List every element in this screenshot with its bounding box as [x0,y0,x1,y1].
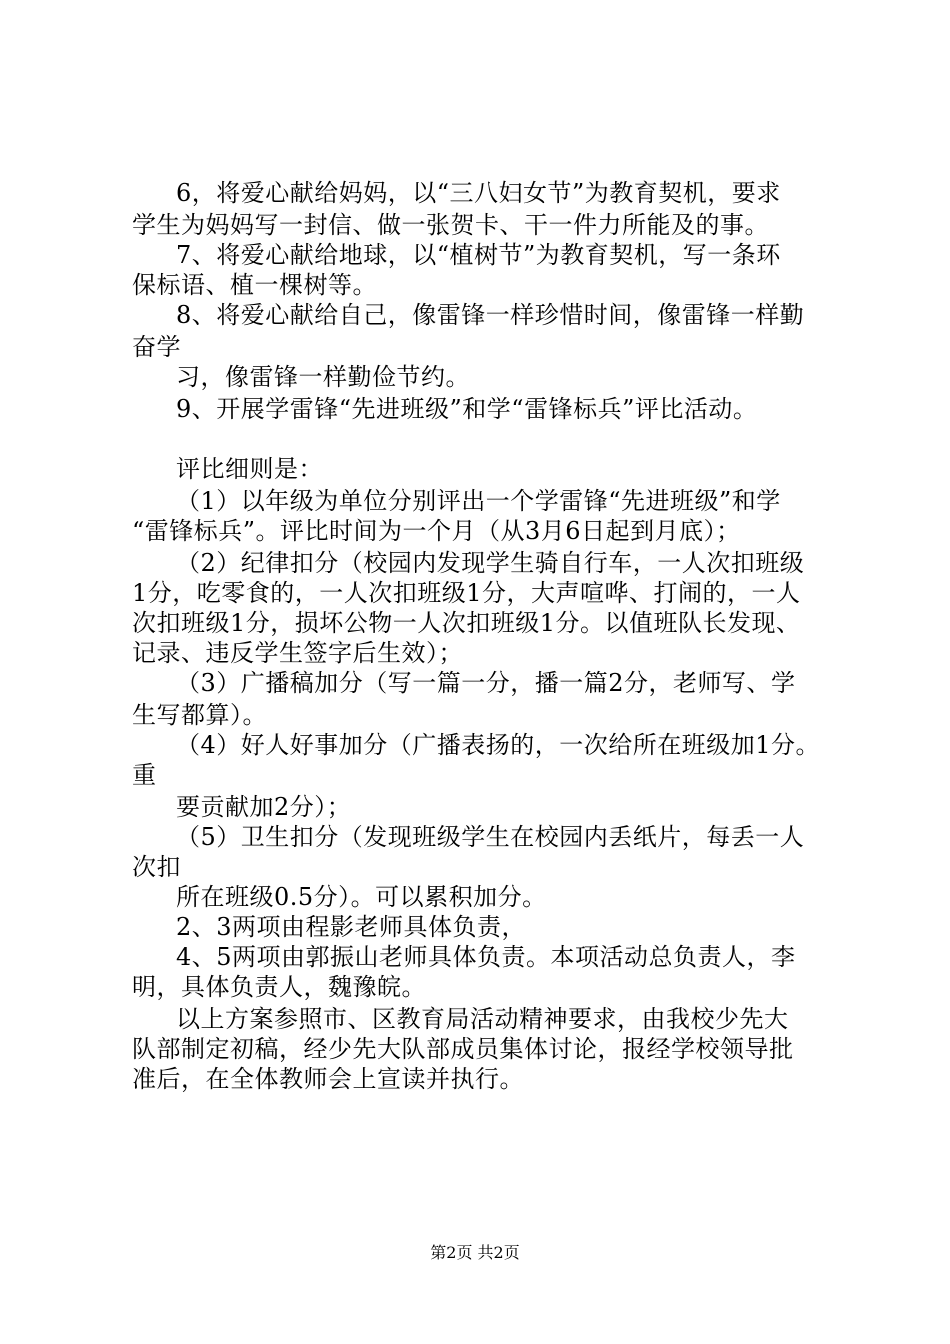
paragraph-line: 7、将爱心献给地球，以“植树节”为教育契机，写一条环 [176,241,781,269]
paragraph-line: 生写都算）。 [132,701,267,729]
paragraph-line: （4）好人好事加分（广播表扬的，一次给所在班级加1分。 [176,731,821,759]
paragraph-line: （2）纪律扣分（校园内发现学生骑自行车，一人次扣班级 [176,549,805,577]
paragraph-line: 次扣 [132,853,181,881]
paragraph-line: 学生为妈妈写一封信、做一张贺卡、干一件力所能及的事。 [132,211,769,239]
page-number-footer: 第2页 共2页 [430,1243,520,1262]
paragraph-line: 保标语、植一棵树等。 [132,271,377,299]
paragraph-line: 6，将爱心献给妈妈，以“三八妇女节”为教育契机，要求 [176,179,781,207]
paragraph-line: “雷锋标兵”。评比时间为一个月（从3月6日起到月底）； [132,517,741,545]
paragraph-line: 记录、违反学生签字后生效）； [132,639,463,667]
paragraph-line: 要贡献加2分）； [176,793,352,821]
paragraph-line: 队部制定初稿，经少先大队部成员集体讨论，报经学校领导批 [132,1035,794,1063]
paragraph-line: （3）广播稿加分（写一篇一分，播一篇2分，老师写、学 [176,669,796,697]
paragraph-line: 以上方案参照市、区教育局活动精神要求，由我校少先大 [176,1005,789,1033]
paragraph-line: 明，具体负责人，魏豫皖。 [132,973,426,1001]
paragraph-line: 1分，吃零食的，一人次扣班级1分，大声喧哗、打闹的，一人 [132,579,801,607]
paragraph-line: 9、开展学雷锋“先进班级”和学“雷锋标兵”评比活动。 [176,395,758,423]
paragraph-line: 8、将爱心献给自己，像雷锋一样珍惜时间，像雷锋一样勤 [176,301,805,329]
paragraph-line: 重 [132,761,157,789]
paragraph-line: 习，像雷锋一样勤俭节约。 [176,363,470,391]
paragraph-line: 4、5两项由郭振山老师具体负责。本项活动总负责人，李 [176,943,796,971]
paragraph-line: 准后，在全体教师会上宣读并执行。 [132,1065,524,1093]
paragraph-line: 所在班级0.5分）。可以累积加分。 [176,883,547,911]
paragraph-line: 评比细则是： [176,455,323,483]
paragraph-line: 2、3两项由程影老师具体负责， [176,913,527,941]
paragraph-line: 奋学 [132,333,181,361]
paragraph-line: （5）卫生扣分（发现班级学生在校园内丢纸片，每丢一人 [176,823,805,851]
paragraph-line: 次扣班级1分，损坏公物一人次扣班级1分。以值班队长发现、 [132,609,801,637]
paragraph-line: （1）以年级为单位分别评出一个学雷锋“先进班级”和学 [176,487,781,515]
